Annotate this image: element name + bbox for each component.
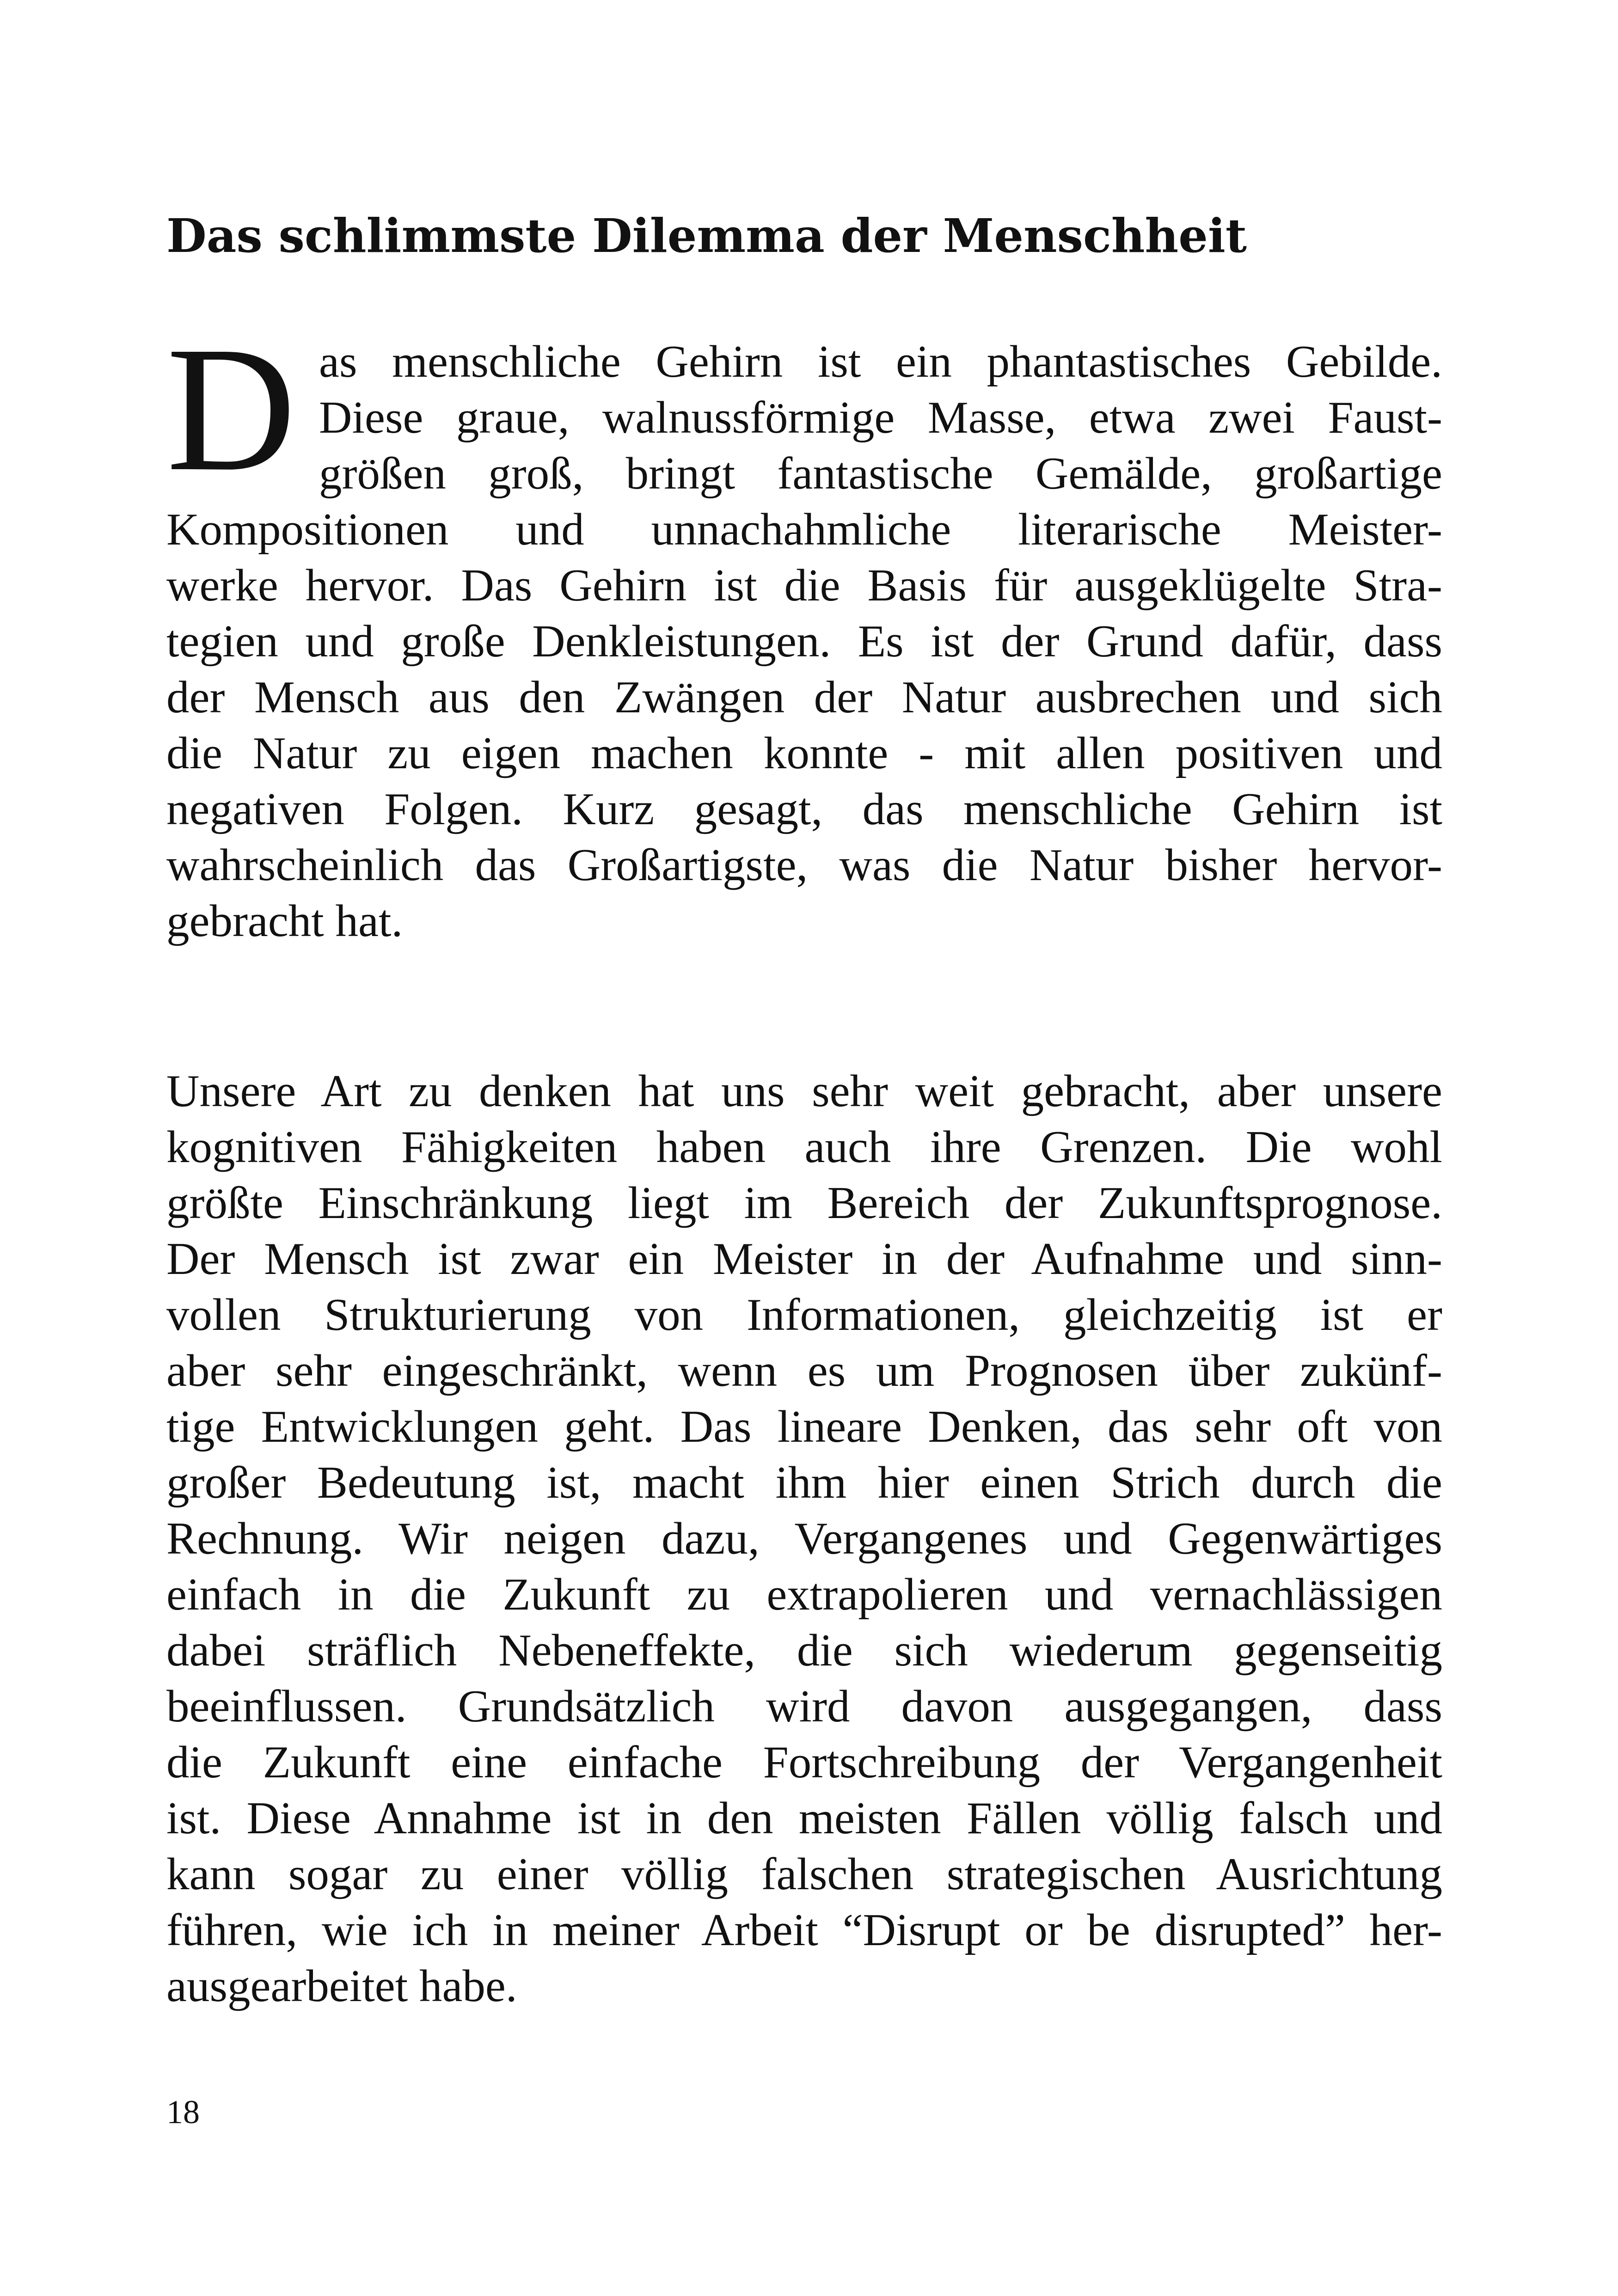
text-line: werke hervor. Das Gehirn ist die Basis für ausgeklügelte Stra- (166, 560, 1442, 611)
text-line: einfach in die Zukunft zu extrapolieren und vernachlässigen (166, 1569, 1442, 1620)
text-line: wahrscheinlich das Großartigste, was die Natur bisher hervor- (166, 840, 1442, 890)
text-line: kognitiven Fähigkeiten haben auch ihre Grenzen. Die wohl (166, 1122, 1442, 1172)
page-number: 18 (166, 2094, 200, 2131)
text-line: größte Einschränkung liegt im Bereich der Zukunftsprognose. (166, 1178, 1442, 1228)
text-line: negativen Folgen. Kurz gesagt, das menschliche Gehirn ist (166, 784, 1442, 834)
text-line: die Natur zu eigen machen konnte - mit allen positiven und (166, 728, 1442, 778)
text-line: kann sogar zu einer völlig falschen strategischen Ausrichtung (166, 1849, 1442, 1899)
text-line: tige Entwicklungen geht. Das lineare Denken, das sehr oft von (166, 1402, 1442, 1452)
text-line: as menschliche Gehirn ist ein phantastisches Gebilde. (319, 337, 1442, 387)
text-line: führen, wie ich in meiner Arbeit “Disrupt or be disrupted” her- (166, 1905, 1442, 1955)
chapter-title: Das schlimmste Dilemma der Menschheit (166, 208, 1247, 263)
text-line: beeinflussen. Grundsätzlich wird davon ausgegangen, dass (166, 1681, 1442, 1732)
text-line: großer Bedeutung ist, macht ihm hier einen Strich durch die (166, 1457, 1442, 1508)
text-line: die Zukunft eine einfache Fortschreibung der Vergangenheit (166, 1737, 1442, 1788)
text-line: Unsere Art zu denken hat uns sehr weit gebracht, aber unsere (166, 1066, 1442, 1116)
text-line: Diese graue, walnussförmige Masse, etwa zwei Faust- (319, 392, 1442, 443)
text-line: Rechnung. Wir neigen dazu, Vergangenes und Gegenwärtiges (166, 1513, 1442, 1564)
text-line: der Mensch aus den Zwängen der Natur ausbrechen und sich (166, 672, 1442, 722)
drop-cap: D (166, 309, 296, 508)
text-line: vollen Strukturierung von Informationen, gleichzeitig ist er (166, 1290, 1442, 1340)
paragraph-2 (166, 1063, 1442, 2014)
text-line: aber sehr eingeschränkt, wenn es um Prognosen über zukünf- (166, 1346, 1442, 1396)
paragraph-1 (166, 334, 1442, 949)
text-line: ist. Diese Annahme ist in den meisten Fällen völlig falsch und (166, 1793, 1442, 1843)
text-line: ausgearbeitet habe. (166, 1961, 517, 2011)
text-line: Kompositionen und unnachahmliche literarische Meister- (166, 504, 1442, 555)
text-line: Der Mensch ist zwar ein Meister in der Aufnahme und sinn- (166, 1234, 1442, 1284)
text-line: tegien und große Denkleistungen. Es ist der Grund dafür, dass (166, 616, 1442, 667)
text-line: dabei sträflich Nebeneffekte, die sich wiederum gegenseitig (166, 1625, 1442, 1676)
text-line: größen groß, bringt fantastische Gemälde, großartige (319, 448, 1442, 499)
text-line: gebracht hat. (166, 896, 403, 946)
